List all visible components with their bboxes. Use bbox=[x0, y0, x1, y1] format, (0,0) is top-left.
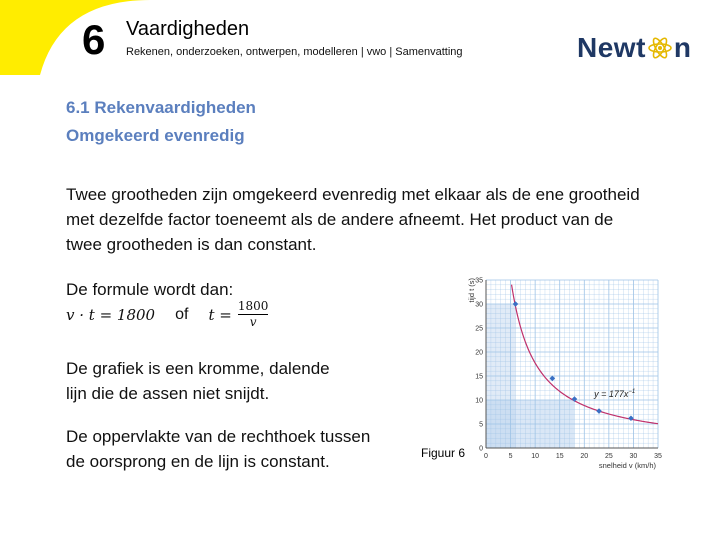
x-tick-label: 20 bbox=[580, 453, 589, 460]
chapter-subtitle: Rekenen, onderzoeken, ontwerpen, modelleren | vwo | Samenvatting bbox=[126, 46, 463, 58]
graph-paragraph bbox=[66, 356, 330, 406]
chapter-number: 6 bbox=[82, 16, 106, 63]
intro-line: twee grootheden is dan constant. bbox=[66, 235, 317, 254]
y-tick-label: 20 bbox=[475, 349, 483, 357]
formula-of: of bbox=[175, 305, 189, 323]
x-tick-label: 25 bbox=[604, 453, 613, 460]
y-tick-label: 35 bbox=[475, 277, 483, 285]
logo-text-left: Newt bbox=[577, 32, 646, 63]
atom-icon bbox=[647, 35, 673, 61]
y-tick-label: 10 bbox=[475, 397, 483, 405]
formula-intro: De formule wordt dan: bbox=[66, 280, 234, 299]
newton-logo bbox=[577, 30, 692, 66]
inverse-proportion-chart bbox=[460, 270, 670, 480]
x-tick-label: 0 bbox=[484, 453, 488, 460]
y-tick-label: 15 bbox=[475, 373, 483, 381]
y-tick-label: 30 bbox=[475, 301, 483, 309]
graph-line: lijn die de assen niet snijdt. bbox=[66, 384, 270, 403]
graph-line: De grafiek is een kromme, dalende bbox=[66, 359, 330, 378]
x-axis-label: snelheid v (km/h) bbox=[598, 461, 656, 470]
area-paragraph bbox=[66, 424, 370, 474]
figure-caption: Figuur 6 bbox=[421, 446, 466, 460]
equation-label: $y = 177x^{-1}$ bbox=[594, 389, 636, 400]
area-line: De oppervlakte van de rechthoek tussen bbox=[66, 427, 371, 446]
y-tick-label: 0 bbox=[479, 445, 483, 453]
intro-line: Twee grootheden zijn omgekeerd evenredig met elkaar als de ene grootheid bbox=[66, 185, 640, 204]
fraction-denominator: v bbox=[249, 315, 257, 329]
x-tick-label: 10 bbox=[531, 453, 540, 460]
section-heading: 6.1 Rekenvaardigheden bbox=[66, 98, 256, 117]
formula bbox=[66, 300, 268, 329]
formula-left: v · t = 1800 bbox=[66, 305, 156, 324]
x-tick-label: 15 bbox=[555, 453, 564, 460]
section-subheading: Omgekeerd evenredig bbox=[66, 126, 245, 145]
y-tick-label: 5 bbox=[479, 421, 483, 429]
formula-fraction bbox=[238, 300, 269, 329]
data-point bbox=[628, 415, 634, 421]
y-axis-label: tijd t (s) bbox=[467, 278, 476, 303]
intro-line: met dezelfde factor toeneemt als de andere afneemt. Het product van de bbox=[66, 210, 614, 229]
intro-paragraph bbox=[66, 182, 640, 257]
y-tick-label: 25 bbox=[475, 325, 483, 333]
x-tick-label: 30 bbox=[629, 453, 638, 460]
fraction-numerator: 1800 bbox=[237, 299, 269, 313]
x-tick-label: 35 bbox=[654, 453, 662, 460]
x-tick-label: 5 bbox=[508, 453, 513, 460]
logo-text-right: n bbox=[673, 32, 692, 63]
chapter-title: Vaardigheden bbox=[126, 18, 250, 40]
formula-right-lhs: t = bbox=[208, 305, 232, 324]
data-point bbox=[550, 376, 556, 382]
data-point bbox=[596, 408, 602, 414]
area-line: de oorsprong en de lijn is constant. bbox=[66, 452, 330, 471]
